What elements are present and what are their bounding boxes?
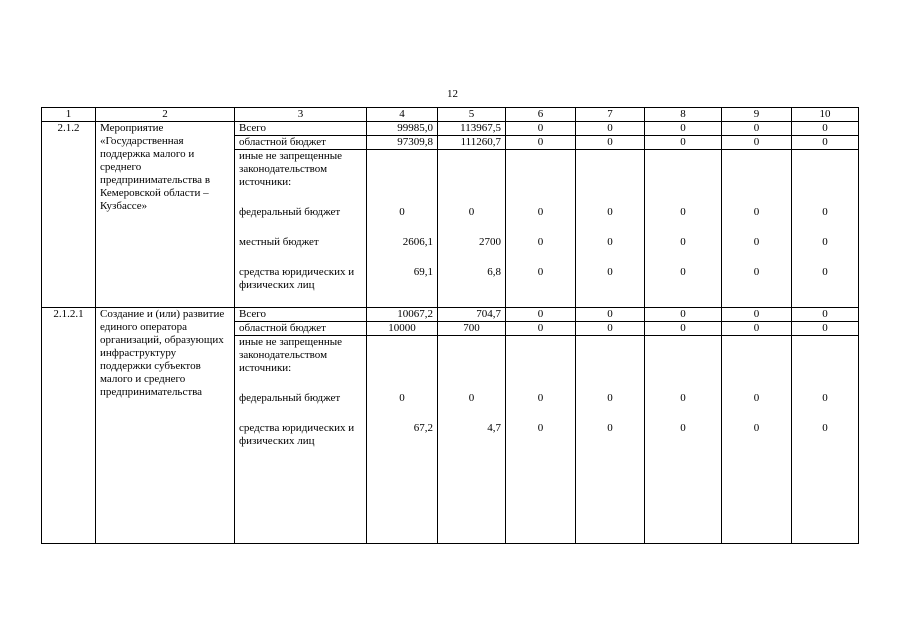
row-label: Всего: [235, 308, 367, 322]
cell: [506, 150, 576, 206]
row-label: областной бюджет: [235, 322, 367, 336]
column-header: 10: [792, 108, 859, 122]
cell: 0: [792, 122, 859, 136]
cell: 0: [506, 392, 576, 422]
page-number: 12: [447, 88, 458, 100]
section-code: 2.1.2.1: [42, 308, 96, 544]
cell: 0: [367, 392, 438, 422]
cell: 0: [792, 322, 859, 336]
cell: 0: [722, 266, 792, 308]
cell: 0: [645, 392, 722, 422]
cell: [367, 336, 438, 392]
section-code: 2.1.2: [42, 122, 96, 308]
cell: 0: [438, 392, 506, 422]
cell: 0: [792, 422, 859, 544]
cell: 0: [645, 266, 722, 308]
cell: 0: [792, 392, 859, 422]
cell: [722, 336, 792, 392]
cell: 0: [645, 236, 722, 266]
cell: [792, 150, 859, 206]
column-header: 4: [367, 108, 438, 122]
cell: 69,1: [367, 266, 438, 308]
cell: 0: [576, 122, 645, 136]
budget-table: [41, 107, 859, 544]
cell: [645, 336, 722, 392]
cell: 700: [438, 322, 506, 336]
cell: 0: [506, 322, 576, 336]
cell: [576, 150, 645, 206]
cell: 0: [576, 392, 645, 422]
cell: 0: [722, 236, 792, 266]
cell: 0: [645, 322, 722, 336]
row-label: средства юридических и физических лиц: [235, 422, 367, 544]
cell: 0: [722, 392, 792, 422]
column-header: 5: [438, 108, 506, 122]
cell: 0: [576, 236, 645, 266]
cell: 0: [576, 422, 645, 544]
cell: [438, 336, 506, 392]
cell: 0: [506, 122, 576, 136]
row-label: федеральный бюджет: [235, 392, 367, 422]
cell: 4,7: [438, 422, 506, 544]
cell: 0: [722, 206, 792, 236]
column-header: 6: [506, 108, 576, 122]
cell: 111260,7: [438, 136, 506, 150]
cell: 0: [792, 136, 859, 150]
row-label: Всего: [235, 122, 367, 136]
row-label: областной бюджет: [235, 136, 367, 150]
section-name: Мероприятие «Государственная поддержка малого и среднего предпринимательства в Кемеровской области – Кузбассе»: [96, 122, 235, 308]
cell: 10000: [367, 322, 438, 336]
cell: [438, 150, 506, 206]
row-label: федеральный бюджет: [235, 206, 367, 236]
column-number-row: [42, 108, 859, 122]
table-row: [42, 122, 859, 136]
cell: 0: [722, 422, 792, 544]
cell: 0: [722, 122, 792, 136]
cell: 0: [645, 136, 722, 150]
cell: 0: [576, 322, 645, 336]
cell: [645, 150, 722, 206]
row-label: средства юридических и физических лиц: [235, 266, 367, 308]
cell: 0: [645, 422, 722, 544]
column-header: 7: [576, 108, 645, 122]
column-header: 3: [235, 108, 367, 122]
row-label: местный бюджет: [235, 236, 367, 266]
cell: 0: [438, 206, 506, 236]
cell: 0: [792, 206, 859, 236]
cell: 0: [367, 206, 438, 236]
table-row: [42, 308, 859, 322]
cell: 0: [576, 308, 645, 322]
cell: 0: [576, 136, 645, 150]
column-header: 2: [96, 108, 235, 122]
cell: 0: [645, 206, 722, 236]
row-label: иные не запрещенные законодательством источники:: [235, 150, 367, 206]
column-header: 9: [722, 108, 792, 122]
cell: 0: [722, 308, 792, 322]
cell: [792, 336, 859, 392]
cell: 0: [722, 136, 792, 150]
cell: [722, 150, 792, 206]
cell: 0: [506, 136, 576, 150]
cell: 0: [645, 122, 722, 136]
cell: 0: [576, 206, 645, 236]
cell: 704,7: [438, 308, 506, 322]
cell: 0: [722, 322, 792, 336]
cell: [367, 150, 438, 206]
cell: 0: [576, 266, 645, 308]
cell: 0: [506, 266, 576, 308]
cell: [576, 336, 645, 392]
cell: 0: [792, 266, 859, 308]
cell: 10067,2: [367, 308, 438, 322]
column-header: 1: [42, 108, 96, 122]
cell: 2700: [438, 236, 506, 266]
cell: 0: [792, 236, 859, 266]
column-header: 8: [645, 108, 722, 122]
cell: [506, 336, 576, 392]
cell: 0: [645, 308, 722, 322]
cell: 113967,5: [438, 122, 506, 136]
cell: 0: [506, 236, 576, 266]
cell: 67,2: [367, 422, 438, 544]
cell: 2606,1: [367, 236, 438, 266]
cell: 0: [506, 206, 576, 236]
cell: 0: [792, 308, 859, 322]
cell: 6,8: [438, 266, 506, 308]
cell: 99985,0: [367, 122, 438, 136]
cell: 97309,8: [367, 136, 438, 150]
cell: 0: [506, 422, 576, 544]
row-label: иные не запрещенные законодательством источники:: [235, 336, 367, 392]
section-name: Создание и (или) развитие единого оператора организаций, образующих инфраструктуру поддержки субъектов малого и среднего предпринимательства: [96, 308, 235, 544]
cell: 0: [506, 308, 576, 322]
